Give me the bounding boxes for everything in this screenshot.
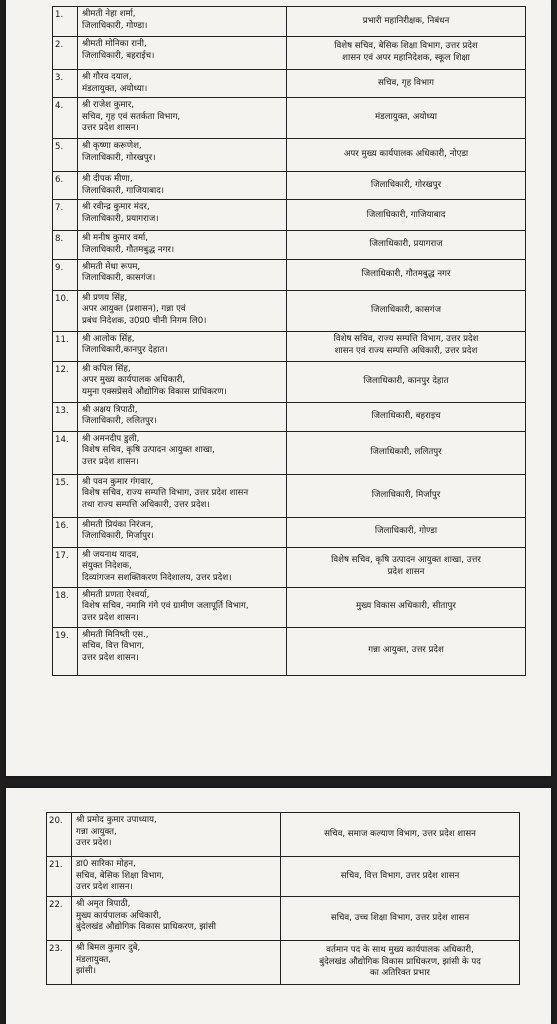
officer-name: श्री रवीन्द्र कुमार मंदर, जिलाधिकारी, प्रयागराज। xyxy=(78,200,287,231)
document-page-2 xyxy=(6,788,551,1024)
new-posting: वर्तमान पद के साथ मुख्य कार्यपालक अधिकारी, बुंदेलखंड औद्योगिक विकास प्राधिकरण, झांसी के पद का अतिरिक्त प्रभार xyxy=(281,941,520,985)
table-row xyxy=(53,70,526,98)
officer-name: श्रीमती मेधा रूपम, जिलाधिकारी, कासगंज। xyxy=(78,259,287,290)
new-posting: सचिव, समाज कल्याण विभाग, उत्तर प्रदेश शासन xyxy=(281,813,520,857)
officer-name: श्री राजेश कुमार, सचिव, गृह एवं सतर्कता विभाग, उत्तर प्रदेश शासन। xyxy=(78,98,287,139)
row-number: 9. xyxy=(53,259,78,290)
row-number: 15. xyxy=(53,474,78,517)
new-posting: मुख्य विकास अधिकारी, सीतापुर xyxy=(287,587,526,627)
table-row xyxy=(53,331,526,361)
table-row xyxy=(53,402,526,431)
row-number: 8. xyxy=(53,231,78,259)
table-row xyxy=(53,172,526,200)
new-posting: जिलाधिकारी, बहराइच xyxy=(287,402,526,431)
new-posting: विशेष सचिव, बेसिक शिक्षा विभाग, उत्तर प्रदेश शासन एवं अपर महानिदेशक, स्कूल शिक्षा xyxy=(287,37,526,70)
officer-name: श्रीमती मिनिष्ती एस., सचिव, वित्त विभाग, उत्तर प्रदेश शासन। xyxy=(78,627,287,675)
new-posting: जिलाधिकारी, गाजियाबाद xyxy=(287,200,526,231)
row-number: 22. xyxy=(47,897,72,941)
row-number: 19. xyxy=(53,627,78,675)
officer-name: श्रीमती मोनिका रानी, जिलाधिकारी, बहराईच। xyxy=(78,37,287,70)
table-row xyxy=(53,98,526,139)
officer-name: श्री प्रमोद कुमार उपाध्याय, गन्ना आयुक्त, उत्तर प्रदेश। xyxy=(72,813,281,857)
row-number: 18. xyxy=(53,587,78,627)
row-number: 11. xyxy=(53,331,78,361)
table-row xyxy=(47,813,520,857)
new-posting: सचिव, वित्त विभाग, उत्तर प्रदेश शासन xyxy=(281,857,520,897)
table-row xyxy=(53,431,526,474)
row-number: 21. xyxy=(47,857,72,897)
table-row xyxy=(53,231,526,259)
row-number: 13. xyxy=(53,402,78,431)
row-number: 23. xyxy=(47,941,72,985)
table-row xyxy=(53,517,526,547)
officer-name: श्री गौरव दयाल, मंडलायुक्त, अयोध्या। xyxy=(78,70,287,98)
table-row xyxy=(53,139,526,172)
table-row xyxy=(47,857,520,897)
officer-name: श्री दीपक मीणा, जिलाधिकारी, गाजियाबाद। xyxy=(78,172,287,200)
row-number: 12. xyxy=(53,361,78,402)
row-number: 3. xyxy=(53,70,78,98)
officer-name: श्रीमती प्रणता ऐश्वर्या, विशेष सचिव, नमामि गंगे एवं ग्रामीण जलापूर्ति विभाग, उत्तर प्रदेश शासन। xyxy=(78,587,287,627)
officer-name: श्रीमती प्रियंका निरंजन, जिलाधिकारी, मिर्जापुर। xyxy=(78,517,287,547)
table-row xyxy=(53,361,526,402)
new-posting: जिलाधिकारी, मिर्जापुर xyxy=(287,474,526,517)
row-number: 16. xyxy=(53,517,78,547)
officer-name: श्री अमनदीप डुली, विशेष सचिव, कृषि उत्पादन आयुक्त शाखा, उत्तर प्रदेश शासन। xyxy=(78,431,287,474)
table-row xyxy=(53,547,526,587)
table-row xyxy=(53,7,526,37)
row-number: 6. xyxy=(53,172,78,200)
table-row xyxy=(53,200,526,231)
officer-name: श्री जयनाथ यादव, संयुक्त निदेशक, दिव्यांगजन सशक्तिकरण निदेशालय, उत्तर प्रदेश। xyxy=(78,547,287,587)
officer-name: श्री कृष्णा करूणेश, जिलाधिकारी, गोरखपुर। xyxy=(78,139,287,172)
row-number: 14. xyxy=(53,431,78,474)
new-posting: अपर मुख्य कार्यपालक अधिकारी, नोएडा xyxy=(287,139,526,172)
officer-name: श्री अमृत त्रिपाठी, मुख्य कार्यपालक अधिकारी, बुंदेलखंड औद्योगिक विकास प्राधिकरण, झांसी xyxy=(72,897,281,941)
officer-name: डा0 सारिका मोहन, सचिव, बेसिक शिक्षा विभाग, उत्तर प्रदेश शासन। xyxy=(72,857,281,897)
officer-name: श्री मनीष कुमार वर्मा, जिलाधिकारी, गौतमबुद्ध नगर। xyxy=(78,231,287,259)
new-posting: जिलाधिकारी, ललितपुर xyxy=(287,431,526,474)
officer-name: श्री पवन कुमार गंगवार, विशेष सचिव, राज्य सम्पत्ति विभाग, उत्तर प्रदेश शासन तथा राज्य सम्पत्ति अधिकारी, उत्तर प्रदेश। xyxy=(78,474,287,517)
new-posting: जिलाधिकारी, प्रयागराज xyxy=(287,231,526,259)
new-posting: प्रभारी महानिरीक्षक, निबंधन xyxy=(287,7,526,37)
new-posting: जिलाधिकारी, गोण्डा xyxy=(287,517,526,547)
officer-name: श्री कपिल सिंह, अपर मुख्य कार्यपालक अधिकारी, यमुना एक्सप्रेसवे औद्योगिक विकास प्राधिकरण। xyxy=(78,361,287,402)
table-row xyxy=(53,290,526,331)
new-posting: जिलाधिकारी, कासगंज xyxy=(287,290,526,331)
row-number: 5. xyxy=(53,139,78,172)
new-posting: सचिव, उच्च शिक्षा विभाग, उत्तर प्रदेश शासन xyxy=(281,897,520,941)
table-row xyxy=(53,259,526,290)
officer-name: श्री बिमल कुमार दुबे, मंडलायुक्त, झांसी। xyxy=(72,941,281,985)
row-number: 2. xyxy=(53,37,78,70)
row-number: 10. xyxy=(53,290,78,331)
table-row xyxy=(53,474,526,517)
table-row xyxy=(53,587,526,627)
new-posting: जिलाधिकारी, गोरखपुर xyxy=(287,172,526,200)
new-posting: मंडलायुक्त, अयोध्या xyxy=(287,98,526,139)
table-row xyxy=(47,941,520,985)
officer-name: श्री आलोक सिंह, जिलाधिकारी,कानपुर देहात। xyxy=(78,331,287,361)
table-row xyxy=(47,897,520,941)
officer-name: श्रीमती नेहा शर्मा, जिलाधिकारी, गोण्डा। xyxy=(78,7,287,37)
document-page-1 xyxy=(6,0,551,776)
table-row xyxy=(53,37,526,70)
new-posting: विशेष सचिव, राज्य सम्पत्ति विभाग, उत्तर प्रदेश शासन एवं राज्य सम्पत्ति अधिकारी, उत्तर प्रदेश xyxy=(287,331,526,361)
new-posting: गन्ना आयुक्त, उत्तर प्रदेश xyxy=(287,627,526,675)
row-number: 4. xyxy=(53,98,78,139)
new-posting: सचिव, गृह विभाग xyxy=(287,70,526,98)
officer-name: श्री प्रणय सिंह, अपर आयुक्त (प्रशासन), गन्ना एवं प्रबंध निदेशक, उ0प्र0 चीनी निगम लि0। xyxy=(78,290,287,331)
new-posting: जिलाधिकारी, गौतमबुद्ध नगर xyxy=(287,259,526,290)
new-posting: विशेष सचिव, कृषि उत्पादन आयुक्त शाखा, उत्तर प्रदेश शासन xyxy=(287,547,526,587)
officer-name: श्री अक्षय त्रिपाठी, जिलाधिकारी, ललितपुर। xyxy=(78,402,287,431)
row-number: 1. xyxy=(53,7,78,37)
row-number: 17. xyxy=(53,547,78,587)
transfer-table-page-1 xyxy=(52,6,526,676)
transfer-table-page-2 xyxy=(46,812,520,985)
new-posting: जिलाधिकारी, कानपुर देहात xyxy=(287,361,526,402)
row-number: 20. xyxy=(47,813,72,857)
row-number: 7. xyxy=(53,200,78,231)
table-row xyxy=(53,627,526,675)
